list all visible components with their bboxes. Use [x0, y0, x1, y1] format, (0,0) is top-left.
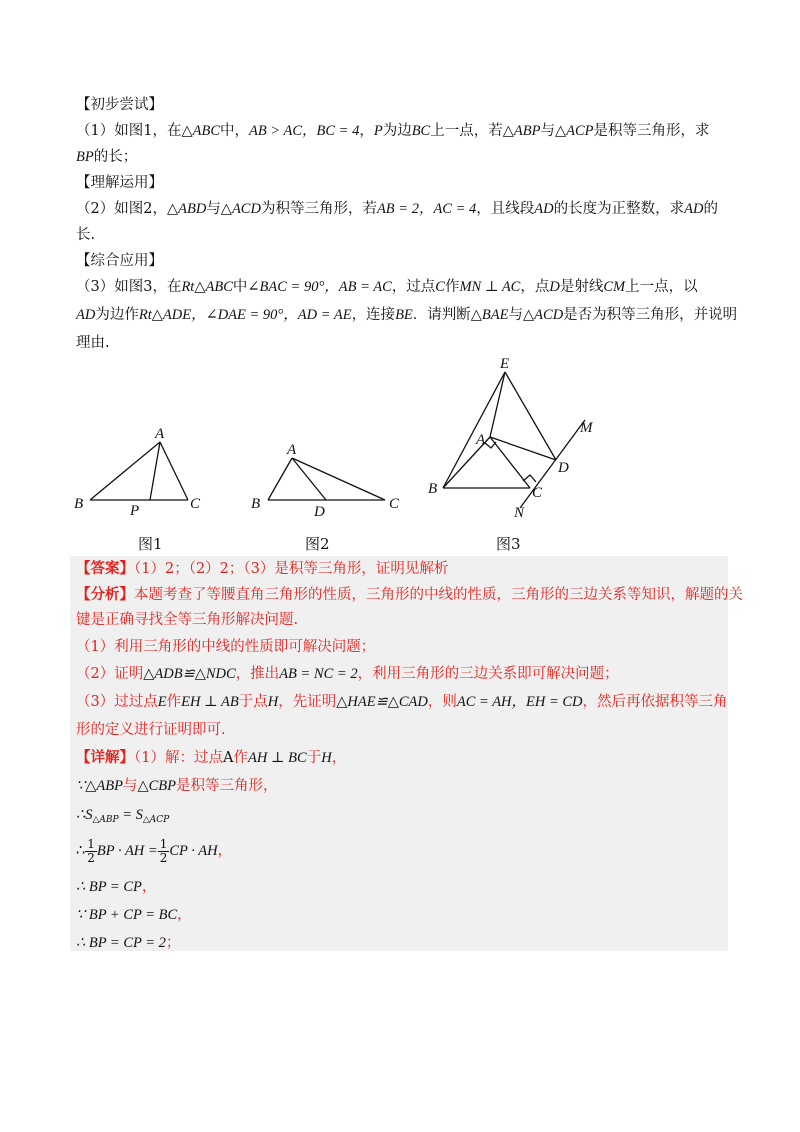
- analysis-line-2: 键是正确寻找全等三角形解决问题.: [76, 612, 299, 628]
- figure-3: [443, 372, 585, 508]
- fig1-label-p: P: [130, 503, 140, 519]
- fig3-edge-be: [443, 372, 505, 488]
- fig3-label-m: M: [580, 420, 593, 436]
- fig2-label-b: B: [251, 496, 261, 512]
- question-2-line-1: （2）如图2，△ABD与△ACD为积等三角形，若AB = 2，AC = 4，且线段AD的长度为正整数，求AD的: [76, 201, 718, 217]
- fig3-edge-ea: [490, 372, 505, 437]
- heading-understanding: 【理解运用】: [76, 175, 163, 191]
- fig1-label-b: B: [74, 496, 84, 512]
- fig2-label-a: A: [287, 442, 297, 458]
- heading-comprehensive: 【综合应用】: [76, 253, 163, 269]
- fig2-label-d: D: [314, 504, 325, 520]
- fig3-label-c: C: [532, 485, 543, 501]
- detail-line-3: $\therefore S_{\triangle ABP} = S_{\triangle ACP}$: [76, 807, 170, 825]
- analysis-line-1: 【分析】本题考查了等腰直角三角形的性质，三角形的中线的性质，三角形的三边关系等知识，解题的关: [76, 586, 743, 603]
- detail-line-5: ∴ BP = CP，: [76, 879, 157, 895]
- fig3-label-n: N: [514, 505, 525, 521]
- figure-1: [90, 442, 188, 500]
- figure-2: [268, 458, 385, 500]
- fig1-edge-ac: [160, 442, 188, 500]
- analysis-point-2: （2）证明△ADB≌△NDC，推出AB = NC = 2，利用三角形的三边关系即可解决问题；: [76, 666, 619, 682]
- fig2-edge-ad: [292, 458, 326, 500]
- detail-line-7: ∴ BP = CP = 2；: [76, 935, 181, 951]
- detail-line-2: ∵△ABP与△CBP是积等三角形，: [76, 778, 278, 794]
- fig2-edge-ab: [268, 458, 292, 500]
- fig3-label-b: B: [428, 481, 438, 497]
- analysis-tag: 【分析】: [76, 586, 134, 603]
- fig3-label-e: E: [500, 356, 510, 372]
- fig3-label-a: A: [476, 432, 486, 448]
- fraction-half-1: $\frac{1}{2}$: [87, 836, 95, 865]
- analysis-point-1: （1）利用三角形的中线的性质即可解决问题；: [76, 639, 376, 655]
- fig2-label-c: C: [389, 496, 400, 512]
- fig3-caption: 图3: [496, 535, 521, 553]
- question-1-line-1: （1）如图1，在△ABC中，AB > AC，BC = 4，P为边BC上一点，若△ABP与△ACP是积等三角形，求: [76, 123, 710, 139]
- fig3-line-mn: [520, 420, 585, 508]
- fig2-edge-ac: [292, 458, 385, 500]
- fig1-edge-ap: [150, 442, 160, 500]
- fig1-edge-ab: [90, 442, 160, 500]
- fig3-edge-ad: [490, 437, 556, 460]
- question-2-line-2: 长.: [76, 227, 96, 243]
- fig1-caption: 图1: [138, 535, 163, 553]
- fraction-half-2: $\frac{1}{2}$: [159, 836, 168, 865]
- detail-tag: 【详解】: [76, 749, 134, 766]
- fig3-label-d: D: [558, 460, 569, 476]
- geometry-figures: [0, 350, 800, 550]
- question-1-line-2: BP的长；: [76, 149, 138, 165]
- question-3-line-2: AD为边作Rt△ADE，∠DAE = 90°，AD = AE，连接BE．请判断△BAE与△ACD是否为积等三角形，并说明: [76, 307, 738, 323]
- detail-line-1: 【详解】（1）解：过点A作AH ⊥ BC于H，: [76, 749, 347, 766]
- analysis-point-3: （3）过过点E作EH ⊥ AB于点H，先证明△HAE≌△CAD，则AC = AH，EH = CD，然后再依据积等三角: [76, 694, 728, 710]
- fig1-label-a: A: [155, 426, 165, 442]
- question-3-line-3: 理由.: [76, 335, 110, 351]
- detail-line-4: ∴ $\frac{1}{2}$ BP · AH = $\frac{1}{2}$ CP · AH，: [76, 836, 233, 865]
- answer-tag: 【答案】: [76, 560, 134, 577]
- fig1-label-c: C: [190, 496, 201, 512]
- fig3-edge-ed: [505, 372, 556, 460]
- fig2-caption: 图2: [305, 535, 330, 553]
- detail-line-6: ∵ BP + CP = BC，: [76, 907, 192, 923]
- answer-line: 【答案】（1）2；（2）2；（3）是积等三角形，证明见解析: [76, 560, 449, 577]
- question-3-line-1: （3）如图3，在Rt△ABC中∠BAC = 90°，AB = AC，过点C作MN ⊥ AC，点D是射线CM上一点，以: [76, 279, 698, 295]
- analysis-point-3-line-2: 形的定义进行证明即可.: [76, 722, 226, 738]
- heading-initial-attempt: 【初步尝试】: [76, 97, 163, 113]
